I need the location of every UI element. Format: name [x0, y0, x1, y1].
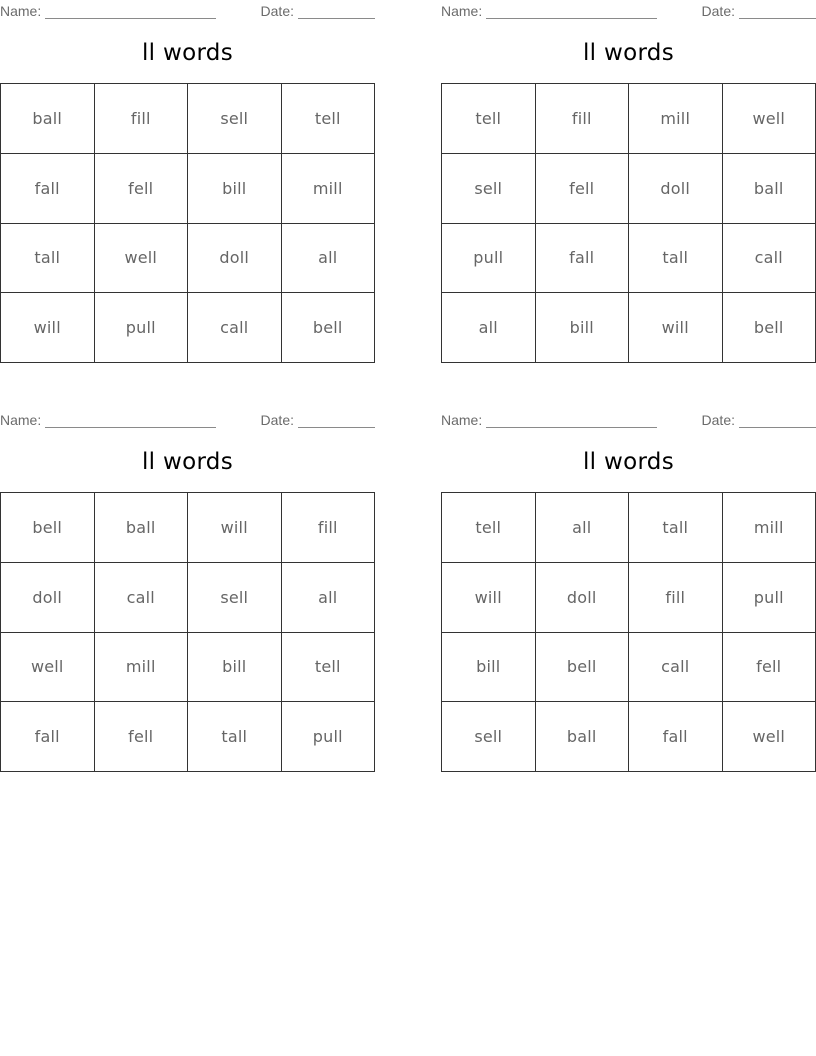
bingo-cell: pull [723, 563, 816, 633]
date-label: Date: [701, 3, 735, 19]
name-date-header [0, 3, 375, 19]
bingo-cell: tell [442, 84, 536, 154]
bingo-cell: mill [95, 633, 189, 703]
bingo-cell: tell [442, 493, 536, 563]
bingo-cell: tall [629, 224, 723, 294]
date-blank-line [298, 5, 375, 19]
bingo-cell: tall [188, 702, 282, 772]
bingo-cell: bill [188, 633, 282, 703]
date-field [261, 412, 375, 428]
name-blank-line [486, 5, 657, 19]
bingo-cell: bill [188, 154, 282, 224]
bingo-grid [441, 492, 816, 772]
bingo-cell: fall [536, 224, 630, 294]
name-blank-line [486, 414, 657, 428]
bingo-cell: mill [629, 84, 723, 154]
bingo-card [0, 409, 375, 773]
bingo-cell: call [188, 293, 282, 363]
bingo-grid [441, 83, 816, 363]
name-field [0, 3, 216, 19]
bingo-cell: will [629, 293, 723, 363]
date-field [261, 3, 375, 19]
bingo-cell: tell [282, 633, 376, 703]
bingo-card [441, 0, 816, 364]
date-blank-line [739, 5, 816, 19]
bingo-cell: bill [442, 633, 536, 703]
bingo-cell: sell [442, 154, 536, 224]
name-field [0, 412, 216, 428]
name-label: Name: [441, 3, 483, 19]
bingo-cell: tell [282, 84, 376, 154]
bingo-card [441, 409, 816, 773]
bingo-cell: pull [282, 702, 376, 772]
date-label: Date: [701, 412, 735, 428]
bingo-cell: bell [723, 293, 816, 363]
bingo-cell: call [95, 563, 189, 633]
card-title: ll words [141, 449, 233, 475]
bingo-cell: call [629, 633, 723, 703]
bingo-cell: doll [536, 563, 630, 633]
bingo-cell: mill [723, 493, 816, 563]
date-blank-line [739, 414, 816, 428]
date-field [702, 3, 816, 19]
name-date-header [441, 412, 816, 428]
bingo-cell: bell [282, 293, 376, 363]
name-date-header [0, 412, 375, 428]
bingo-cell: sell [188, 84, 282, 154]
bingo-cell: doll [188, 224, 282, 294]
bingo-cell: well [95, 224, 189, 294]
bingo-cell: bell [1, 493, 95, 563]
bingo-cell: fall [1, 702, 95, 772]
bingo-cell: well [723, 702, 816, 772]
bingo-cell: ball [536, 702, 630, 772]
bingo-cell: sell [442, 702, 536, 772]
name-label: Name: [0, 3, 42, 19]
name-field [441, 3, 657, 19]
bingo-grid [0, 83, 375, 363]
bingo-cell: tall [629, 493, 723, 563]
card-title: ll words [582, 449, 674, 475]
name-label: Name: [441, 412, 483, 428]
bingo-cell: doll [1, 563, 95, 633]
bingo-grid [0, 492, 375, 772]
bingo-cell: fell [95, 154, 189, 224]
bingo-cell: fill [629, 563, 723, 633]
bingo-cell: ball [723, 154, 816, 224]
bingo-cell: fill [536, 84, 630, 154]
bingo-cell: fell [95, 702, 189, 772]
bingo-cell: call [723, 224, 816, 294]
bingo-cell: bell [536, 633, 630, 703]
bingo-cell: all [536, 493, 630, 563]
bingo-cell: well [723, 84, 816, 154]
bingo-cell: will [442, 563, 536, 633]
bingo-cell: fill [282, 493, 376, 563]
name-blank-line [45, 5, 216, 19]
date-field [702, 412, 816, 428]
bingo-cell: well [1, 633, 95, 703]
bingo-cell: fall [1, 154, 95, 224]
bingo-card [0, 0, 375, 364]
card-title: ll words [582, 40, 674, 66]
bingo-cell: will [188, 493, 282, 563]
date-label: Date: [260, 3, 294, 19]
bingo-cell: fell [536, 154, 630, 224]
bingo-cell: fall [629, 702, 723, 772]
bingo-cell: all [442, 293, 536, 363]
name-date-header [441, 3, 816, 19]
bingo-cell: fell [723, 633, 816, 703]
bingo-cell: mill [282, 154, 376, 224]
name-label: Name: [0, 412, 42, 428]
name-blank-line [45, 414, 216, 428]
bingo-cell: ball [95, 493, 189, 563]
name-field [441, 412, 657, 428]
bingo-cell: pull [442, 224, 536, 294]
date-blank-line [298, 414, 375, 428]
bingo-cell: tall [1, 224, 95, 294]
bingo-cell: doll [629, 154, 723, 224]
bingo-cell: bill [536, 293, 630, 363]
bingo-cell: all [282, 224, 376, 294]
date-label: Date: [260, 412, 294, 428]
bingo-cell: will [1, 293, 95, 363]
bingo-cell: pull [95, 293, 189, 363]
bingo-cell: fill [95, 84, 189, 154]
bingo-cell: all [282, 563, 376, 633]
bingo-cell: ball [1, 84, 95, 154]
bingo-cell: sell [188, 563, 282, 633]
card-title: ll words [141, 40, 233, 66]
